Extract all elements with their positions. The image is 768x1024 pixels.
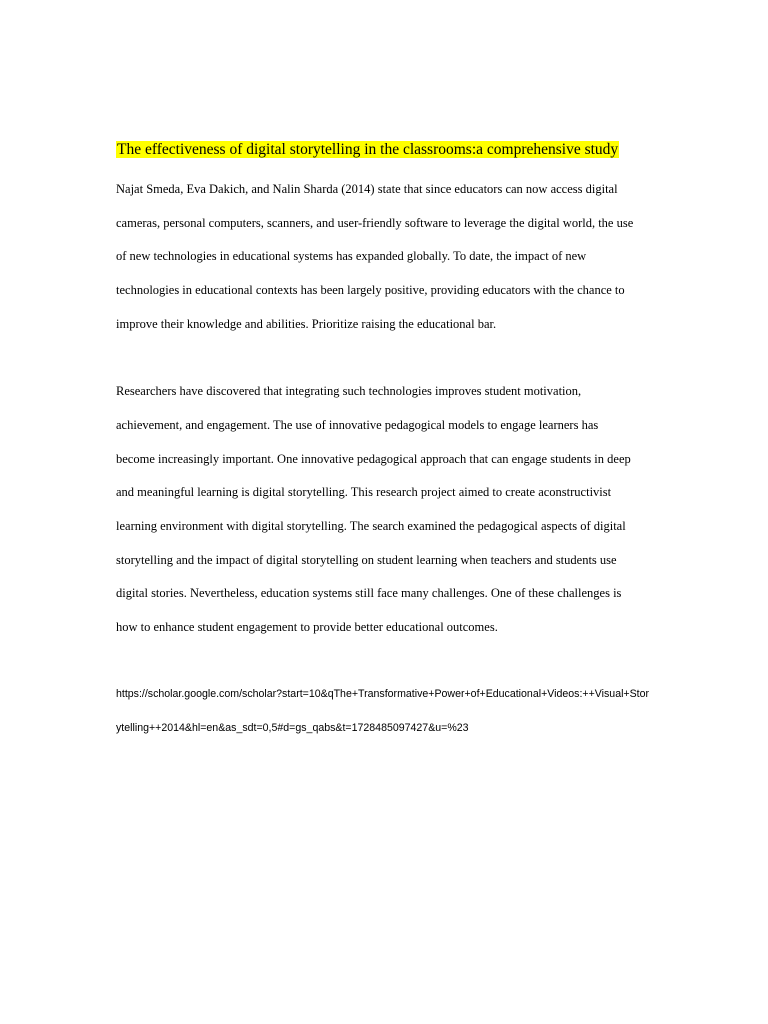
source-url-line: https://scholar.google.com/scholar?start=10&qThe+Transformative+Power+of+Educational+Videos:++Visual+Stor bbox=[116, 688, 650, 700]
paragraph-2-line: become increasingly important. One innovative pedagogical approach that can engage students in deep bbox=[116, 452, 631, 466]
paragraph-1-line: technologies in educational contexts has been largely positive, providing educators with the chance to bbox=[116, 283, 625, 297]
paragraph-2-line: and meaningful learning is digital storytelling. This research project aimed to create aconstructivist bbox=[116, 485, 612, 499]
document-title-text: The effectiveness of digital storytelling in the classrooms:a comprehensive study bbox=[117, 141, 619, 158]
paragraph-2-line: how to enhance student engagement to provide better educational outcomes. bbox=[116, 620, 498, 634]
paragraph-1-line: cameras, personal computers, scanners, and user-friendly software to leverage the digital world, the use bbox=[116, 216, 634, 230]
paragraph-2-line: digital stories. Nevertheless, education systems still face many challenges. One of these challenges is bbox=[116, 586, 622, 600]
paragraph-1-line: of new technologies in educational systems has expanded globally. To date, the impact of new bbox=[116, 249, 587, 263]
paragraph-1-line: Najat Smeda, Eva Dakich, and Nalin Sharda (2014) state that since educators can now access digital bbox=[116, 182, 618, 196]
paragraph-2-line: achievement, and engagement. The use of innovative pedagogical models to engage learners has bbox=[116, 418, 599, 432]
paragraph-2-line: Researchers have discovered that integrating such technologies improves student motivation, bbox=[116, 384, 582, 398]
paragraph-2-line: storytelling and the impact of digital storytelling on student learning when teachers and students use bbox=[116, 553, 617, 567]
document-title bbox=[116, 140, 619, 160]
paragraph-2-line: learning environment with digital storytelling. The search examined the pedagogical aspects of digital bbox=[116, 519, 626, 533]
paragraph-1-line: improve their knowledge and abilities. Prioritize raising the educational bar. bbox=[116, 317, 497, 331]
source-url-line: ytelling++2014&hl=en&as_sdt=0,5#d=gs_qabs&t=1728485097427&u=%23 bbox=[116, 722, 469, 734]
